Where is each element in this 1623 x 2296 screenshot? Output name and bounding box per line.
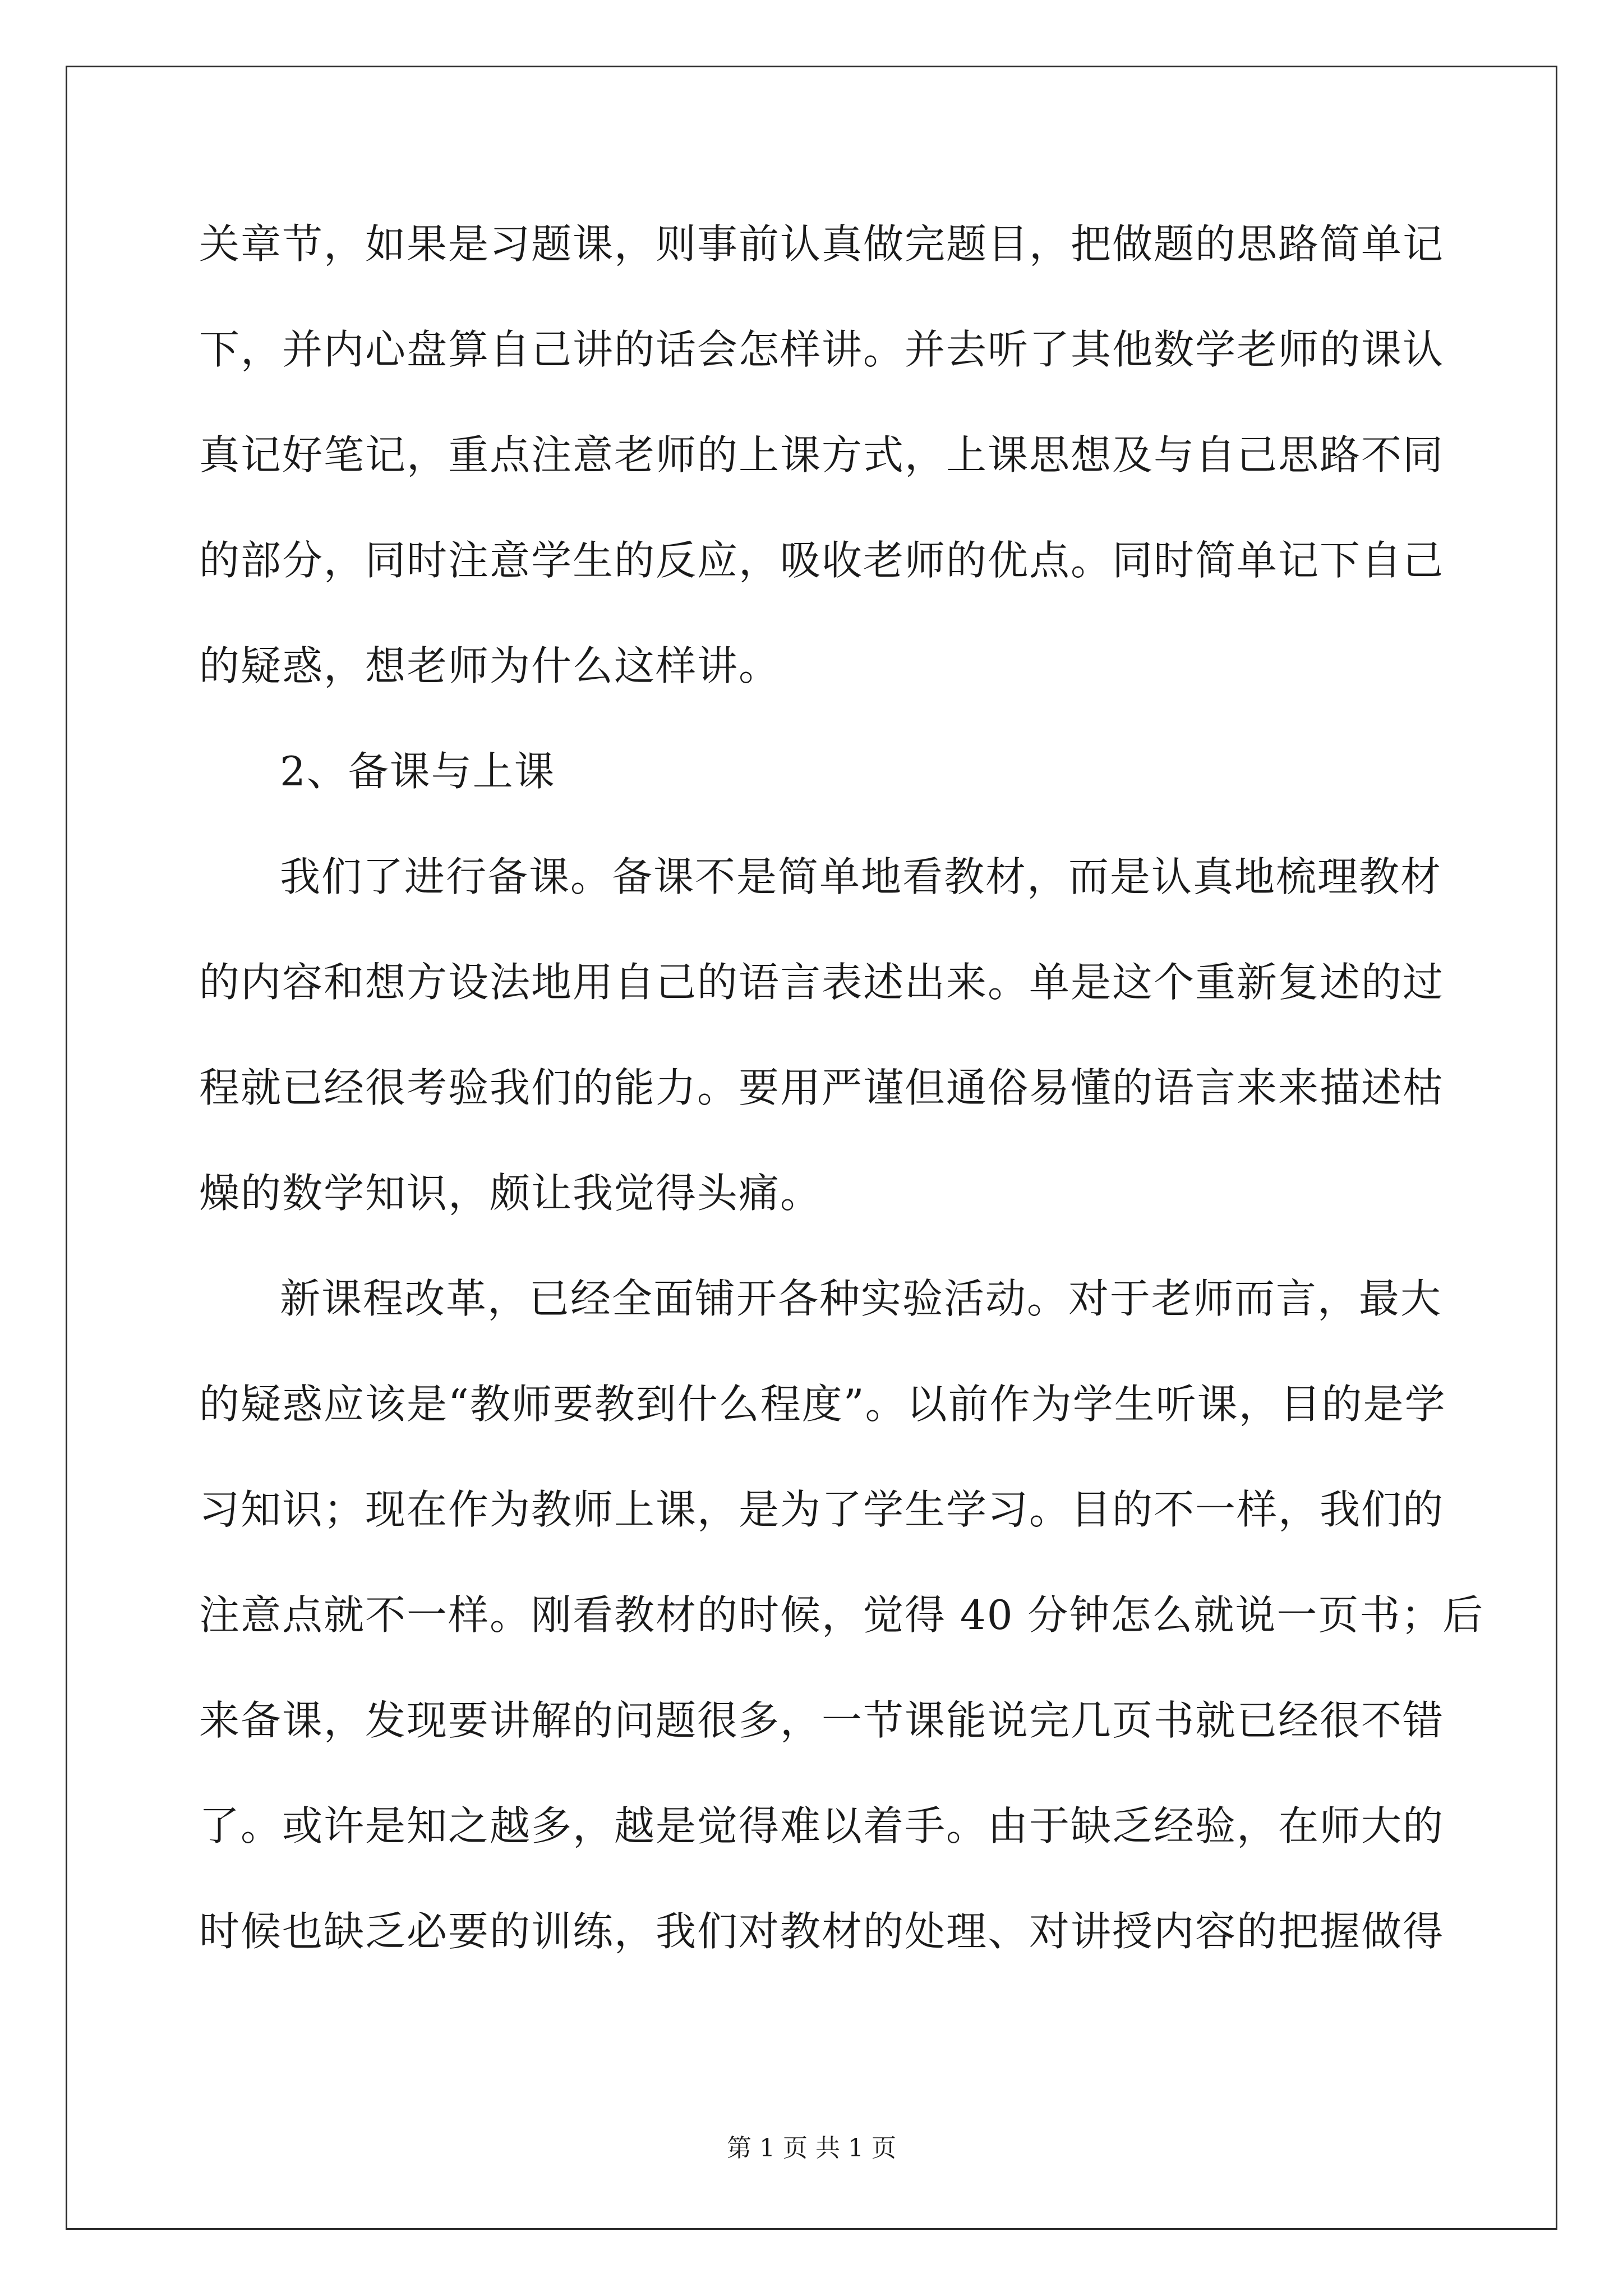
text-line: 习知识；现在作为教师上课，是为了学生学习。目的不一样，我们的: [199, 1486, 1445, 1533]
text-line: 我们了进行备课。备课不是简单地看教材，而是认真地梳理教材: [280, 853, 1442, 900]
text-line: 了。或许是知之越多，越是觉得难以着手。由于缺乏经验，在师大的: [199, 1802, 1445, 1849]
text-line: 关章节，如果是习题课，则事前认真做完题目，把做题的思路简单记: [199, 220, 1445, 268]
text-line: 的部分，同时注意学生的反应，吸收老师的优点。同时简单记下自己: [199, 537, 1445, 584]
text-line: 的内容和想方设法地用自己的语言表述出来。单是这个重新复述的过: [199, 959, 1445, 1006]
page-footer: 第 1 页 共 1 页: [727, 2134, 896, 2162]
text-line: 来备课，发现要讲解的问题很多，一节课能说完几页书就已经很不错: [199, 1697, 1445, 1744]
document-body: [199, 218, 1484, 2010]
text-line: 时候也缺乏必要的训练，我们对教材的处理、对讲授内容的把握做得: [199, 1908, 1445, 1955]
text-line: 新课程改革，已经全面铺开各种实验活动。对于老师而言，最大: [280, 1275, 1442, 1322]
section-heading: 2、备课与上课: [280, 748, 556, 795]
text-line: 的疑惑，想老师为什么这样讲。: [199, 642, 781, 689]
text-line: 的疑惑应该是“教师要教到什么程度”。以前作为学生听课，目的是学: [199, 1381, 1446, 1428]
text-line: 注意点就不一样。刚看教材的时候，觉得 40 分钟怎么就说一页书；后: [199, 1591, 1484, 1639]
text-line: 燥的数学知识，颇让我觉得头痛。: [199, 1170, 822, 1217]
text-line: 程就已经很考验我们的能力。要用严谨但通俗易懂的语言来来描述枯: [199, 1064, 1445, 1111]
text-line: 下，并内心盘算自己讲的话会怎样讲。并去听了其他数学老师的课认: [199, 326, 1445, 373]
text-line: 真记好笔记，重点注意老师的上课方式，上课思想及与自己思路不同: [199, 431, 1445, 478]
